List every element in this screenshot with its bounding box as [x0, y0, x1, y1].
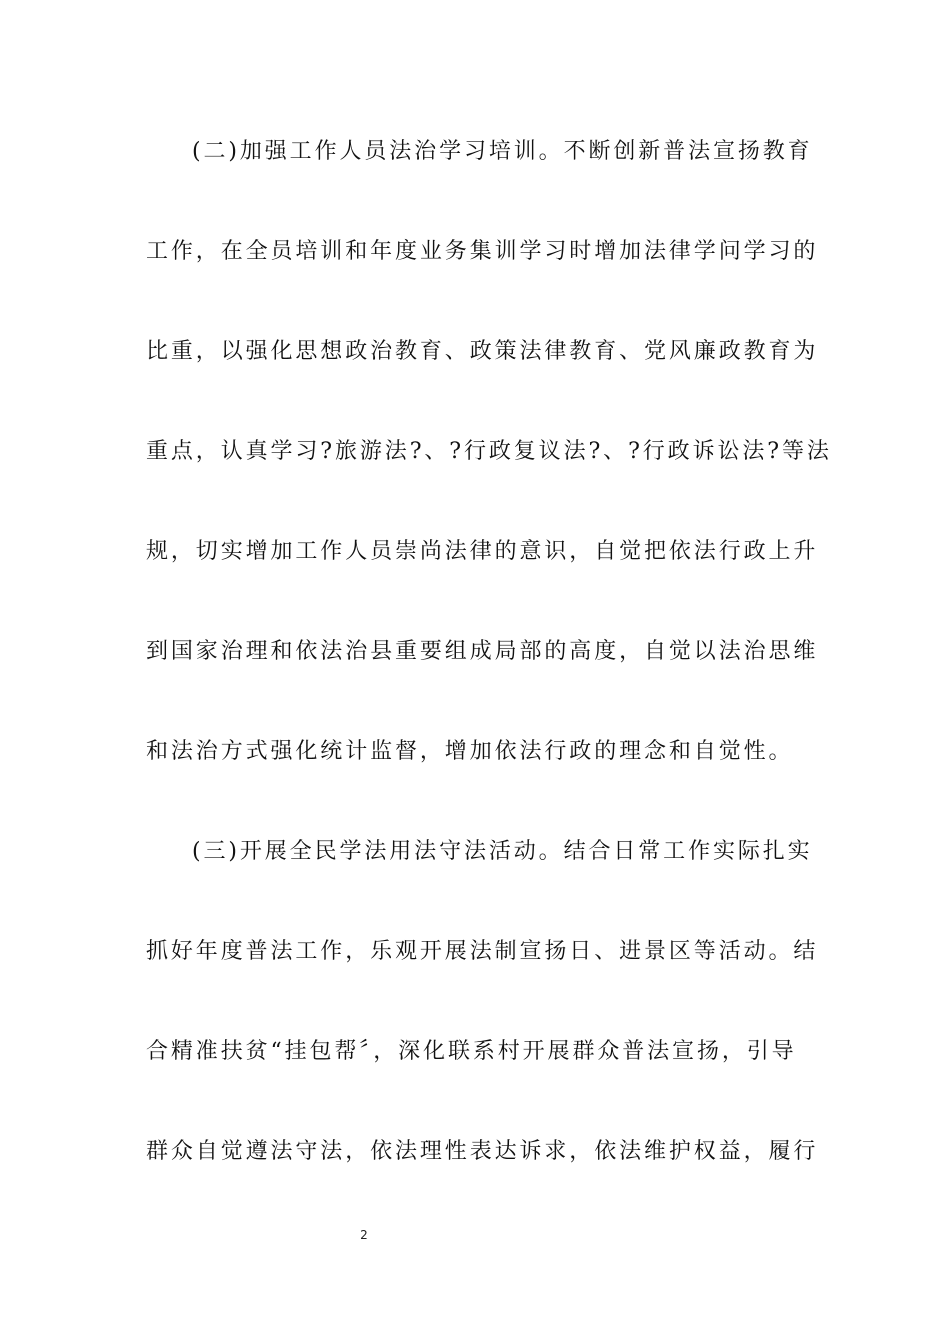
paragraph-3-line-3: 合精准扶贫“挂包帮〞，深化联系村开展群众普法宣扬，引导 — [146, 1039, 797, 1064]
page-number: 2 — [360, 1228, 368, 1242]
paragraph-3-line-4: 群众自觉遵法守法，依法理性表达诉求，依法维护权益，履行 — [146, 1139, 819, 1164]
paragraph-2-line-5: 规，切实增加工作人员崇尚法律的意识，自觉把依法行政上升 — [146, 539, 819, 564]
paragraph-2-line-3: 比重，以强化思想政治教育、政策法律教育、党风廉政教育为 — [146, 339, 819, 364]
paragraph-2-line-7: 和法治方式强化统计监督，增加依法行政的理念和自觉性。 — [146, 739, 794, 764]
paragraph-3-line-2: 抓好年度普法工作，乐观开展法制宣扬日、进景区等活动。结 — [146, 939, 819, 964]
paragraph-3-line-1: (三)开展全民学法用法守法活动。结合日常工作实际扎实 — [192, 839, 813, 864]
paragraph-2-line-2: 工作，在全员培训和年度业务集训学习时增加法律学问学习的 — [146, 239, 819, 264]
paragraph-2-line-1: (二)加强工作人员法治学习培训。不断创新普法宣扬教育 — [192, 139, 813, 164]
paragraph-2-line-6: 到国家治理和依法治县重要组成局部的高度，自觉以法治思维 — [146, 639, 819, 664]
paragraph-2-line-4: 重点，认真学习?旅游法?、?行政复议法?、?行政诉讼法?等法 — [146, 439, 832, 464]
